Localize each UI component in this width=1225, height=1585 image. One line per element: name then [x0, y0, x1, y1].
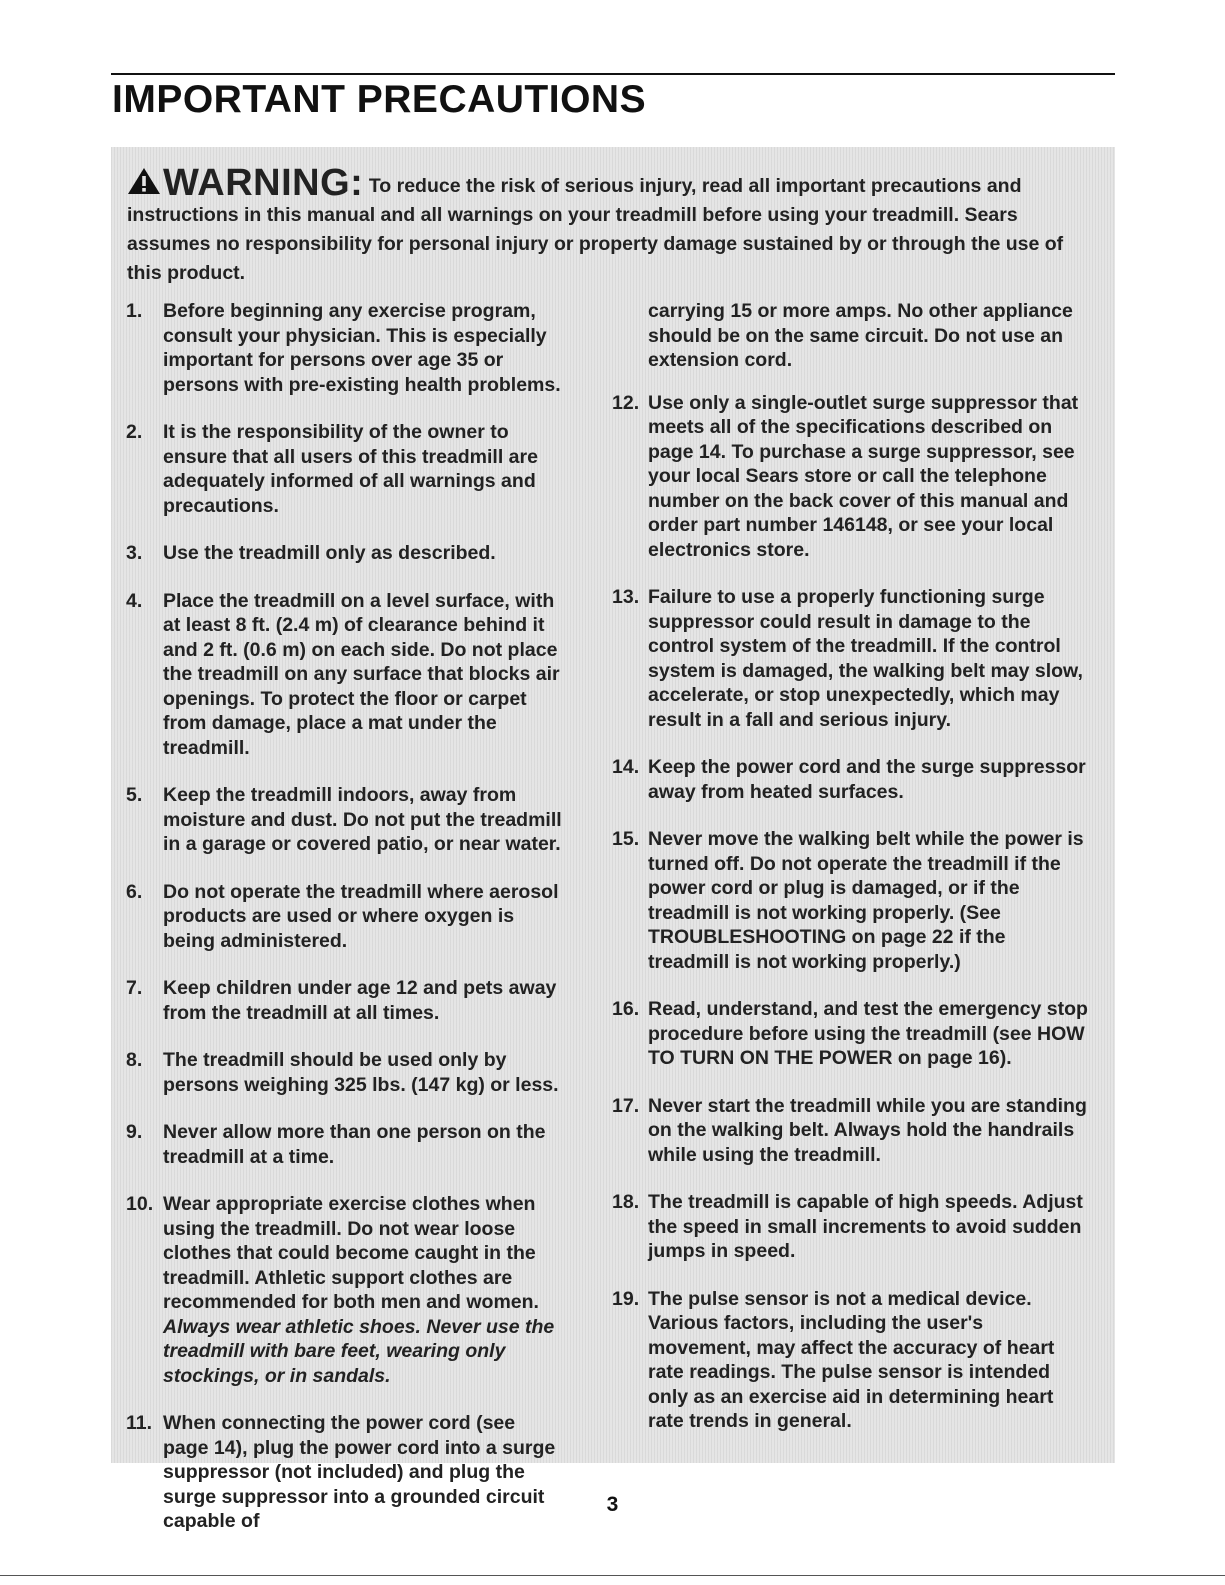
item-text: Never move the walking belt while the power is turned off. Do not operate the treadmill if the power cord or plug is damaged, or if the treadmill is not working properly. (See TROUBLESHOOTING on page 22 if the treadmill is not working properly.) — [648, 828, 1084, 973]
item-text: The pulse sensor is not a medical device. Various factors, including the user's movement, may affect the accuracy of heart rate readings. The pulse sensor is intended only as an exercise aid in determining heart rate trends in general. — [648, 1287, 1055, 1432]
item-number: 11. — [126, 1412, 153, 1434]
item-number: 1. — [126, 300, 143, 322]
precaution-item-10 — [126, 1192, 566, 1388]
item-text: Keep children under age 12 and pets away from the treadmill at all times. — [163, 977, 557, 1024]
item-number: 9. — [126, 1121, 143, 1143]
item-number: 8. — [126, 1049, 143, 1071]
page-number: 3 — [606, 1493, 619, 1516]
item-number: 5. — [126, 784, 143, 806]
precaution-item-6 — [126, 880, 566, 954]
left-column — [126, 299, 566, 1557]
precaution-item-2 — [126, 420, 566, 518]
item-number: 3. — [126, 542, 143, 564]
item-text: When connecting the power cord (see page 14), plug the power cord into a surge suppressor (not included) and plug the surge suppressor into a grounded circuit capable of — [163, 1412, 556, 1532]
item-text: It is the responsibility of the owner to ensure that all users of this treadmill are adequately informed of all warnings and precautions. — [163, 421, 538, 517]
precaution-item-1 — [126, 299, 566, 397]
precaution-item-12 — [612, 391, 1090, 563]
item-text: The treadmill is capable of high speeds. Adjust the speed in small increments to avoid sudden jumps in speed. — [648, 1191, 1083, 1262]
precaution-item-17 — [612, 1094, 1090, 1168]
warning-colon: : — [350, 162, 363, 204]
precaution-item-7 — [126, 976, 566, 1025]
precaution-item-11-continued — [612, 299, 1090, 373]
item-text: Read, understand, and test the emergency stop procedure before using the treadmill (see HOW TO TURN ON THE POWER on page 16). — [648, 998, 1088, 1069]
precaution-item-15 — [612, 827, 1090, 974]
top-rule — [111, 73, 1115, 75]
item-text: Use only a single-outlet surge suppressor that meets all of the specifications described on page 14. To purchase a surge suppressor, see your local Sears store or call the telephone number on the back cover of this manual and order part number 146148, or see your local electronics store. — [648, 391, 1079, 561]
precaution-item-3 — [126, 541, 566, 566]
item-text-italic: Always wear athletic shoes. Never use the treadmill with bare feet, wearing only stockings, or in sandals. — [163, 1315, 555, 1387]
item-text: carrying 15 or more amps. No other appliance should be on the same circuit. Do not use an extension cord. — [648, 300, 1073, 371]
item-number: 12. — [612, 391, 640, 414]
item-number: 15. — [612, 828, 640, 850]
item-number: 17. — [612, 1094, 640, 1117]
item-text: Place the treadmill on a level surface, with at least 8 ft. (2.4 m) of clearance behind it and 2 ft. (0.6 m) on each side. Do not place the treadmill on any surface that blocks air openings. To protect the floor or carpet from damage, place a mat under the treadmill. — [163, 589, 560, 759]
precaution-item-19 — [612, 1287, 1090, 1434]
item-number: 7. — [126, 977, 143, 999]
warning-text: To reduce the risk of serious injury, read all important precautions and instructions in this manual and all warnings on your treadmill before using your treadmill. Sears assumes no responsibility for personal injury or property damage sustained by or through the use of this product. — [127, 175, 1064, 284]
precaution-item-5 — [126, 783, 566, 857]
item-text: Do not operate the treadmill where aerosol products are used or where oxygen is being administered. — [163, 880, 559, 952]
item-number: 6. — [126, 880, 143, 903]
precaution-item-13 — [612, 585, 1090, 732]
precaution-item-14 — [612, 755, 1090, 804]
item-text: Never start the treadmill while you are standing on the walking belt. Always hold the handrails while using the treadmill. — [648, 1094, 1087, 1166]
item-text: Wear appropriate exercise clothes when using the treadmill. Do not wear loose clothes that could become caught in the treadmill. Athletic support clothes are recommended for both men and women. — [163, 1193, 539, 1313]
item-number: 13. — [612, 586, 640, 608]
item-number: 14. — [612, 756, 640, 778]
item-number: 16. — [612, 998, 640, 1020]
item-text: Keep the treadmill indoors, away from moisture and dust. Do not put the treadmill in a garage or covered patio, or near water. — [163, 784, 562, 855]
warning-statement — [127, 162, 1087, 288]
warning-word: WARNING — [163, 162, 351, 204]
page-title: IMPORTANT PRECAUTIONS — [112, 78, 647, 121]
warning-triangle-icon — [127, 167, 161, 195]
right-column — [612, 299, 1090, 1457]
precaution-item-16 — [612, 997, 1090, 1071]
precautions-panel — [111, 147, 1115, 1532]
item-text: Keep the power cord and the surge suppressor away from heated surfaces. — [648, 756, 1086, 803]
item-number: 19. — [612, 1287, 640, 1310]
item-text: The treadmill should be used only by persons weighing 325 lbs. (147 kg) or less. — [163, 1049, 559, 1096]
item-text: Use the treadmill only as described. — [163, 542, 496, 564]
precaution-item-18 — [612, 1190, 1090, 1264]
item-number: 4. — [126, 589, 143, 612]
precaution-item-4 — [126, 589, 566, 761]
item-number: 2. — [126, 421, 143, 443]
precaution-item-9 — [126, 1120, 566, 1169]
item-number: 10. — [126, 1193, 154, 1215]
bottom-rule — [0, 1575, 1225, 1576]
precaution-item-8 — [126, 1048, 566, 1097]
item-number: 18. — [612, 1191, 640, 1213]
item-text: Before beginning any exercise program, consult your physician. This is especially important for persons over age 35 or persons with pre-existing health problems. — [163, 300, 561, 396]
item-text: Failure to use a properly functioning surge suppressor could result in damage to the control system of the treadmill. If the control system is damaged, the walking belt may slow, accelerate, or stop unexpectedly, which may result in a fall and serious injury. — [648, 586, 1083, 731]
item-text: Never allow more than one person on the treadmill at a time. — [163, 1121, 546, 1168]
